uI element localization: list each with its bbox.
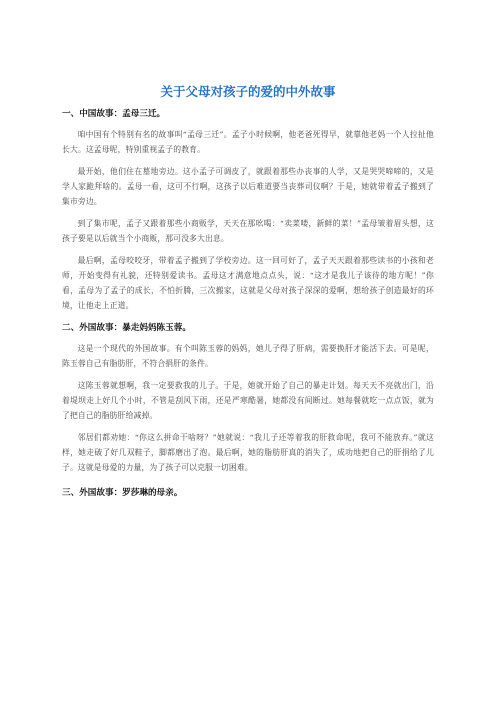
paragraph: 咱中国有个特别有名的故事叫“孟母三迁”。孟子小时候啊，他老爸死得早，就靠他老妈一个人拉扯他长大。这孟母呢，特别重视孟子的教育。 (62, 130, 434, 154)
section-foreign-story-2 (62, 487, 434, 499)
section-chinese-story (62, 108, 434, 313)
paragraph: 这是一个现代的外国故事。有个叫陈玉蓉的妈妈，她儿子得了肝病，需要换肝才能活下去。可是呢，陈玉蓉自己有脂肪肝，不符合捐肝的条件。 (62, 344, 434, 368)
paragraph: 最开始，他们住在墓地旁边。这小孟子可调皮了，就跟着那些办丧事的人学，又是哭哭啼啼的，又是学人家跪拜啥的。孟母一看，这可不行啊，这孩子以后难道要当丧葬司仪啊？于是，她就带着孟子搬到了集市旁边。 (62, 167, 434, 206)
paragraph: 邻居们都劝她：“你这么拼命干啥呀？”她就说：“我儿子还等着我的肝救命呢，我可不能放弃。”就这样，她走破了好几双鞋子，脚都磨出了泡。最后啊，她的脂肪肝真的消失了，成功地把自己的肝捐给了儿子。这就是母爱的力量，为了孩子可以克服一切困难。 (62, 433, 434, 472)
paragraph: 到了集市呢，孟子又跟着那些小商贩学，天天在那吆喝：“卖菜喽，新鲜的菜！”孟母皱着眉头想，这孩子要是以后就当个小商贩，那可没多大出息。 (62, 219, 434, 243)
section-heading-1: 一、中国故事：孟母三迁。 (62, 109, 166, 119)
document-title: 关于父母对孩子的爱的中外故事 (160, 84, 336, 99)
section-foreign-story-1 (62, 322, 434, 475)
paragraph: 最后啊，孟母咬咬牙，带着孟子搬到了学校旁边。这一回可好了，孟子天天跟着那些读书的小孩和老师，开始变得有礼貌，还特别爱读书。孟母这才满意地点点头，说：“这才是我儿子该待的地方呢！”你看，孟母为了孟子的成长，不怕折腾，三次搬家，这就是父母对孩子深深的爱啊，想给孩子创造最好的环境，让他走上正道。 (62, 256, 434, 310)
document-page (62, 84, 434, 506)
section-heading-3: 三、外国故事：罗莎琳的母亲。 (62, 488, 183, 498)
section-heading-2: 二、外国故事：暴走妈妈陈玉蓉。 (62, 323, 191, 333)
paragraph: 这陈玉蓉就想啊，我一定要救我的儿子。于是，她就开始了自己的暴走计划。每天天不亮就出门，沿着堤坝走上好几个小时，不管是刮风下雨，还是严寒酷暑，她都没有间断过。她每餐就吃一点点饭，就为了把自己的脂肪肝给减掉。 (62, 381, 434, 420)
